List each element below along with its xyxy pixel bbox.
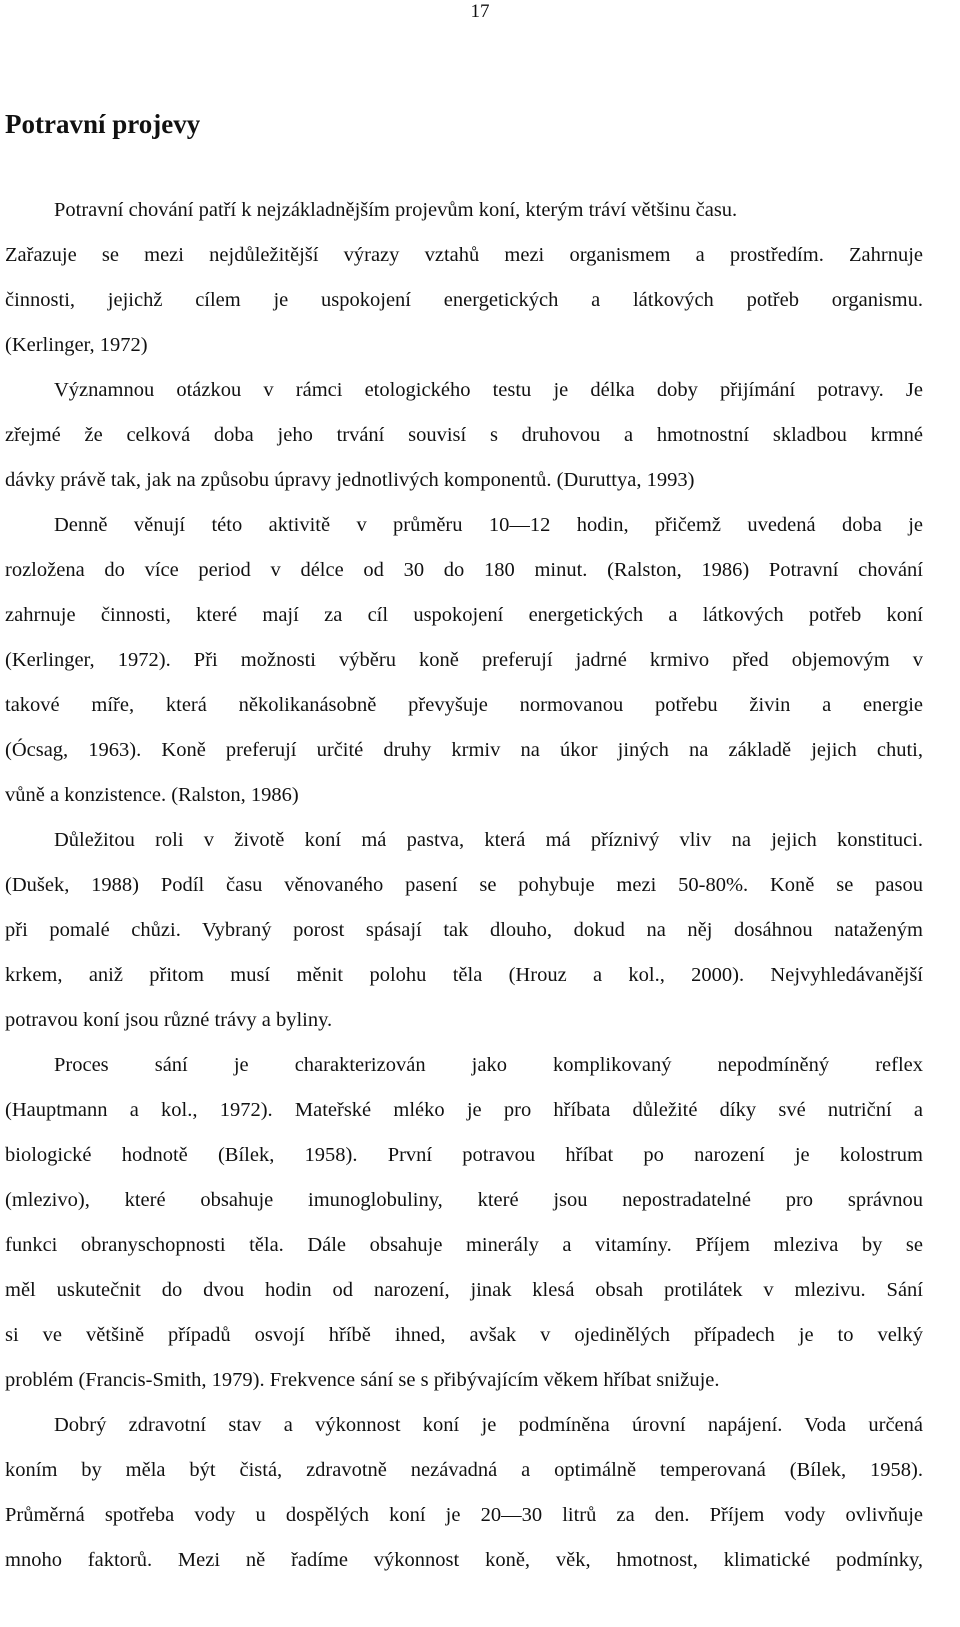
text-line: Potravní chování patří k nejzákladnějším projevům koní, kterým tráví většinu času.	[54, 199, 738, 221]
text-line: Průměrná spotřeba vody u dospělých koní je 20—30 litrů za den. Příjem vody ovlivňuje	[5, 1504, 923, 1526]
text-line: činnosti, jejichž cílem je uspokojení energetických a látkových potřeb organismu.	[5, 289, 923, 311]
text-line: Denně věnují této aktivitě v průměru 10—12 hodin, přičemž uvedená doba je	[54, 514, 923, 536]
text-line: krkem, aniž přitom musí měnit polohu těla (Hrouz a kol., 2000). Nejvyhledávanější	[5, 964, 923, 986]
text-line: Významnou otázkou v rámci etologického testu je délka doby přijímání potravy. Je	[54, 379, 923, 401]
text-line: zřejmé že celková doba jeho trvání souvisí s druhovou a hmotnostní skladbou krmné	[5, 424, 923, 446]
text-line: Zařazuje se mezi nejdůležitější výrazy vztahů mezi organismem a prostředím. Zahrnuje	[5, 244, 923, 266]
section-heading: Potravní projevy	[5, 109, 201, 139]
text-line: (mlezivo), které obsahuje imunoglobuliny, které jsou nepostradatelné pro správnou	[5, 1189, 923, 1211]
text-line: (Ócsag, 1963). Koně preferují určité druhy krmiv na úkor jiných na základě jejich chuti,	[5, 739, 923, 761]
text-line: rozložena do více period v délce od 30 do 180 minut. (Ralston, 1986) Potravní chování	[5, 559, 923, 581]
text-line: (Dušek, 1988) Podíl času věnovaného pasení se pohybuje mezi 50-80%. Koně se pasou	[5, 874, 923, 896]
text-line: funkci obranyschopnosti těla. Dále obsahuje minerály a vitamíny. Příjem mleziva by se	[5, 1234, 923, 1256]
text-line: (Kerlinger, 1972). Při možnosti výběru koně preferují jadrné krmivo před objemovým v	[5, 649, 923, 671]
body-text	[5, 188, 923, 1583]
text-line: Proces sání je charakterizován jako komplikovaný nepodmíněný reflex	[54, 1054, 923, 1076]
text-line: biologické hodnotě (Bílek, 1958). První potravou hříbat po narození je kolostrum	[5, 1144, 923, 1166]
text-line: vůně a konzistence. (Ralston, 1986)	[5, 784, 299, 806]
text-line: koním by měla být čistá, zdravotně nezávadná a optimálně temperovaná (Bílek, 1958).	[5, 1459, 923, 1481]
page-number: 17	[470, 1, 490, 22]
text-line: Dobrý zdravotní stav a výkonnost koní je podmíněna úrovní napájení. Voda určená	[54, 1414, 923, 1436]
text-line: Důležitou roli v životě koní má pastva, která má příznivý vliv na jejich konstituci.	[54, 829, 923, 851]
text-line: dávky právě tak, jak na způsobu úpravy jednotlivých komponentů. (Duruttya, 1993)	[5, 469, 695, 491]
text-line: si ve většině případů osvojí hříbě ihned, avšak v ojedinělých případech je to velký	[5, 1324, 923, 1346]
text-line: potravou koní jsou různé trávy a byliny.	[5, 1009, 333, 1031]
text-line: mnoho faktorů. Mezi ně řadíme výkonnost koně, věk, hmotnost, klimatické podmínky,	[5, 1549, 923, 1571]
text-line: (Hauptmann a kol., 1972). Mateřské mléko je pro hříbata důležité díky své nutriční a	[5, 1099, 923, 1121]
text-line: při pomalé chůzi. Vybraný porost spásají tak dlouho, dokud na něj dosáhnou nataženým	[5, 919, 923, 941]
text-line: problém (Francis-Smith, 1979). Frekvence sání se s přibývajícím věkem hříbat snižuje.	[5, 1369, 720, 1391]
text-line: takové míře, která několikanásobně převyšuje normovanou potřebu živin a energie	[5, 694, 923, 716]
text-line: měl uskutečnit do dvou hodin od narození, jinak klesá obsah protilátek v mlezivu. Sání	[5, 1279, 923, 1301]
text-line: zahrnuje činnosti, které mají za cíl uspokojení energetických a látkových potřeb koní	[5, 604, 923, 626]
text-line: (Kerlinger, 1972)	[5, 334, 148, 356]
